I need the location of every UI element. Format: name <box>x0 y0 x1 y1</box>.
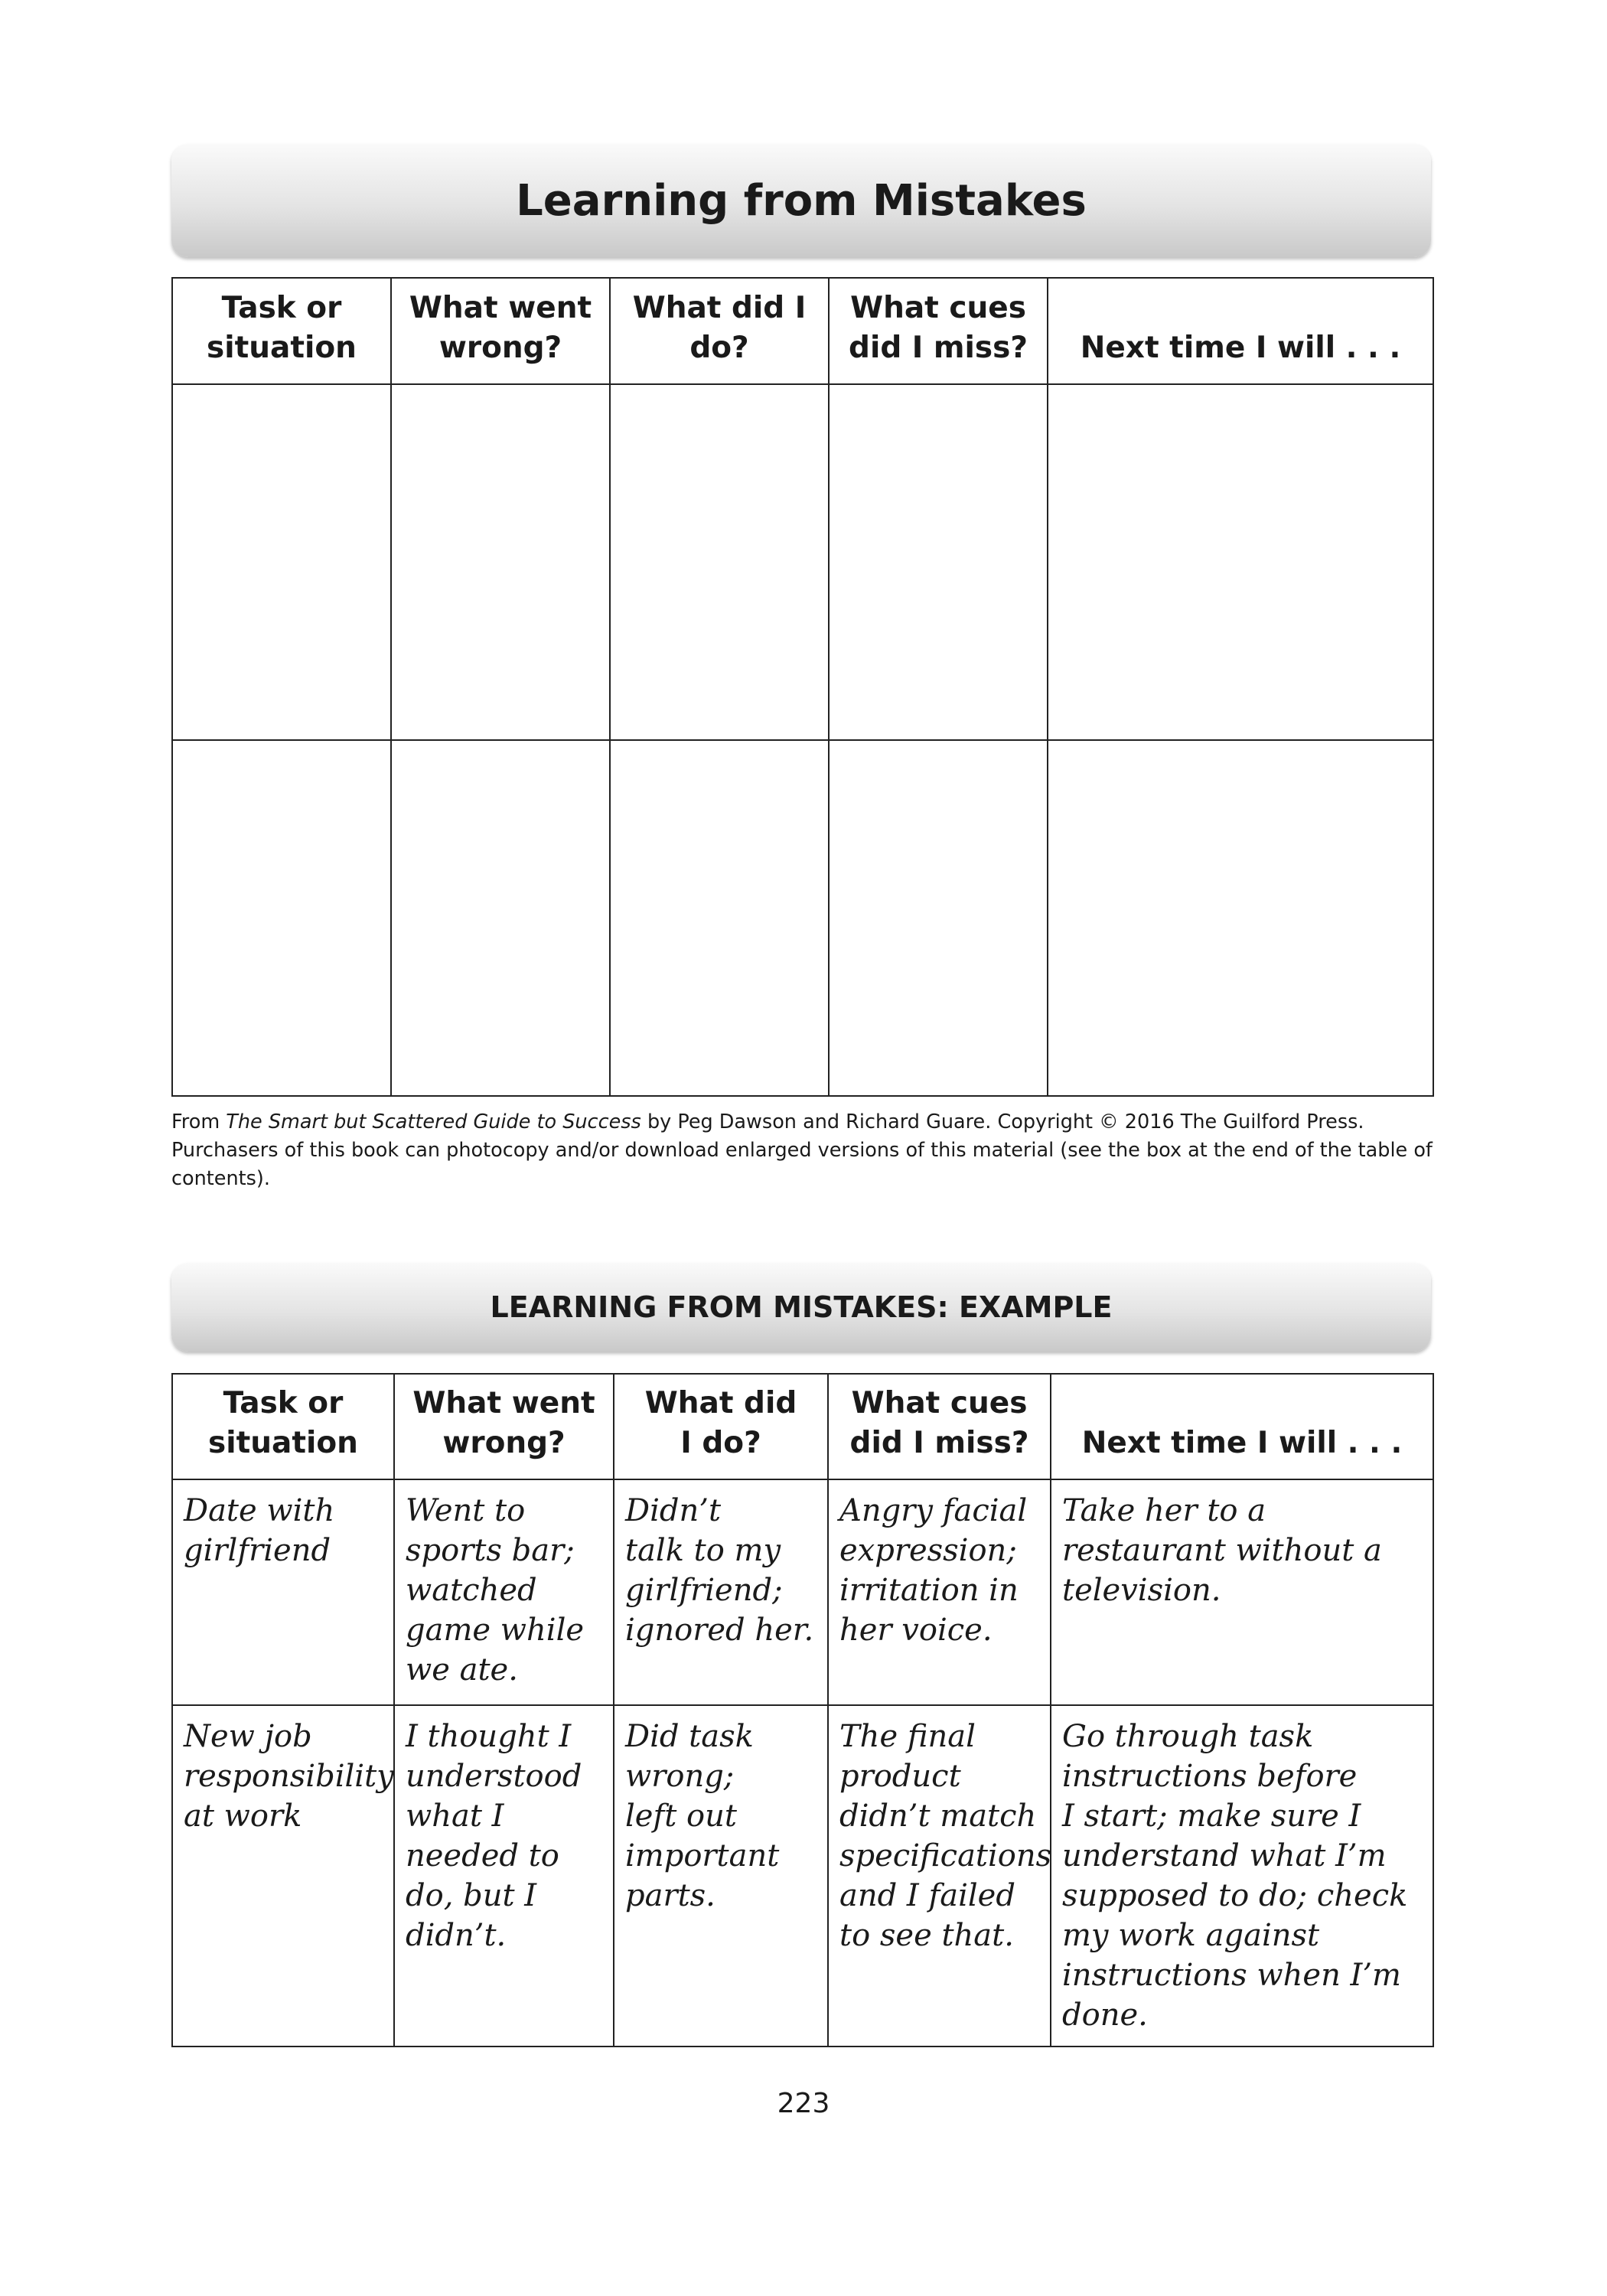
page-number: 223 <box>777 2088 830 2119</box>
blank-cell[interactable] <box>172 384 391 740</box>
credit-prefix: From <box>171 1110 227 1133</box>
form-title-banner <box>171 144 1431 257</box>
header-what-did-i-do: What did I do? <box>614 1374 828 1479</box>
header-next-time: Next time I will . . . <box>1051 1374 1433 1479</box>
blank-cell[interactable] <box>610 384 829 740</box>
header-row <box>172 278 1433 384</box>
header-task: Task or situation <box>172 278 391 384</box>
header-next-time: Next time I will . . . <box>1048 278 1433 384</box>
credit-book-title: The Smart but Scattered Guide to Success <box>226 1110 641 1133</box>
example-cell-cues-missed: Angry facial expression; irritation in her voice. <box>828 1479 1051 1705</box>
example-cell-task: New job responsibility at work <box>172 1705 394 2047</box>
blank-cell[interactable] <box>391 740 610 1096</box>
header-what-did-i-do: What did I do? <box>610 278 829 384</box>
example-title-banner <box>171 1263 1431 1352</box>
example-table <box>171 1373 1434 2047</box>
example-cell-went-wrong: Went to sports bar; watched game while we ate. <box>394 1479 614 1705</box>
header-went-wrong: What went wrong? <box>394 1374 614 1479</box>
header-cues-missed: What cues did I miss? <box>829 278 1048 384</box>
example-cell-went-wrong: I thought I understood what I needed to do, but I didn’t. <box>394 1705 614 2047</box>
blank-form-table <box>171 277 1434 1097</box>
blank-cell[interactable] <box>829 740 1048 1096</box>
example-cell-cues-missed: The final product didn’t match specifications and I failed to see that. <box>828 1705 1051 2047</box>
blank-cell[interactable] <box>172 740 391 1096</box>
example-row <box>172 1479 1433 1705</box>
example-cell-what-did-i-do: Didn’t talk to my girlfriend; ignored her. <box>614 1479 828 1705</box>
blank-cell[interactable] <box>391 384 610 740</box>
example-cell-task: Date with girlfriend <box>172 1479 394 1705</box>
blank-cell[interactable] <box>1048 740 1433 1096</box>
example-cell-next-time: Take her to a restaurant without a television. <box>1051 1479 1433 1705</box>
blank-row <box>172 384 1433 740</box>
example-title: LEARNING FROM MISTAKES: EXAMPLE <box>490 1290 1113 1324</box>
example-row <box>172 1705 1433 2047</box>
example-cell-next-time: Go through task instructions before I start; make sure I understand what I’m supposed to do; check my work against instructions when I’m done. <box>1051 1705 1433 2047</box>
copyright-credit <box>171 1108 1442 1193</box>
blank-cell[interactable] <box>829 384 1048 740</box>
example-cell-what-did-i-do: Did task wrong; left out important parts. <box>614 1705 828 2047</box>
header-task: Task or situation <box>172 1374 394 1479</box>
form-title: Learning from Mistakes <box>516 175 1087 226</box>
blank-cell[interactable] <box>610 740 829 1096</box>
header-went-wrong: What went wrong? <box>391 278 610 384</box>
credit-rest: by Peg Dawson and Richard Guare. Copyright © 2016 The Guilford Press. Purchasers of this book can photocopy and/or download enlarged versions of this material (see the box at the end of the table of contents). <box>171 1110 1433 1190</box>
blank-row <box>172 740 1433 1096</box>
header-row <box>172 1374 1433 1479</box>
blank-cell[interactable] <box>1048 384 1433 740</box>
header-cues-missed: What cues did I miss? <box>828 1374 1051 1479</box>
